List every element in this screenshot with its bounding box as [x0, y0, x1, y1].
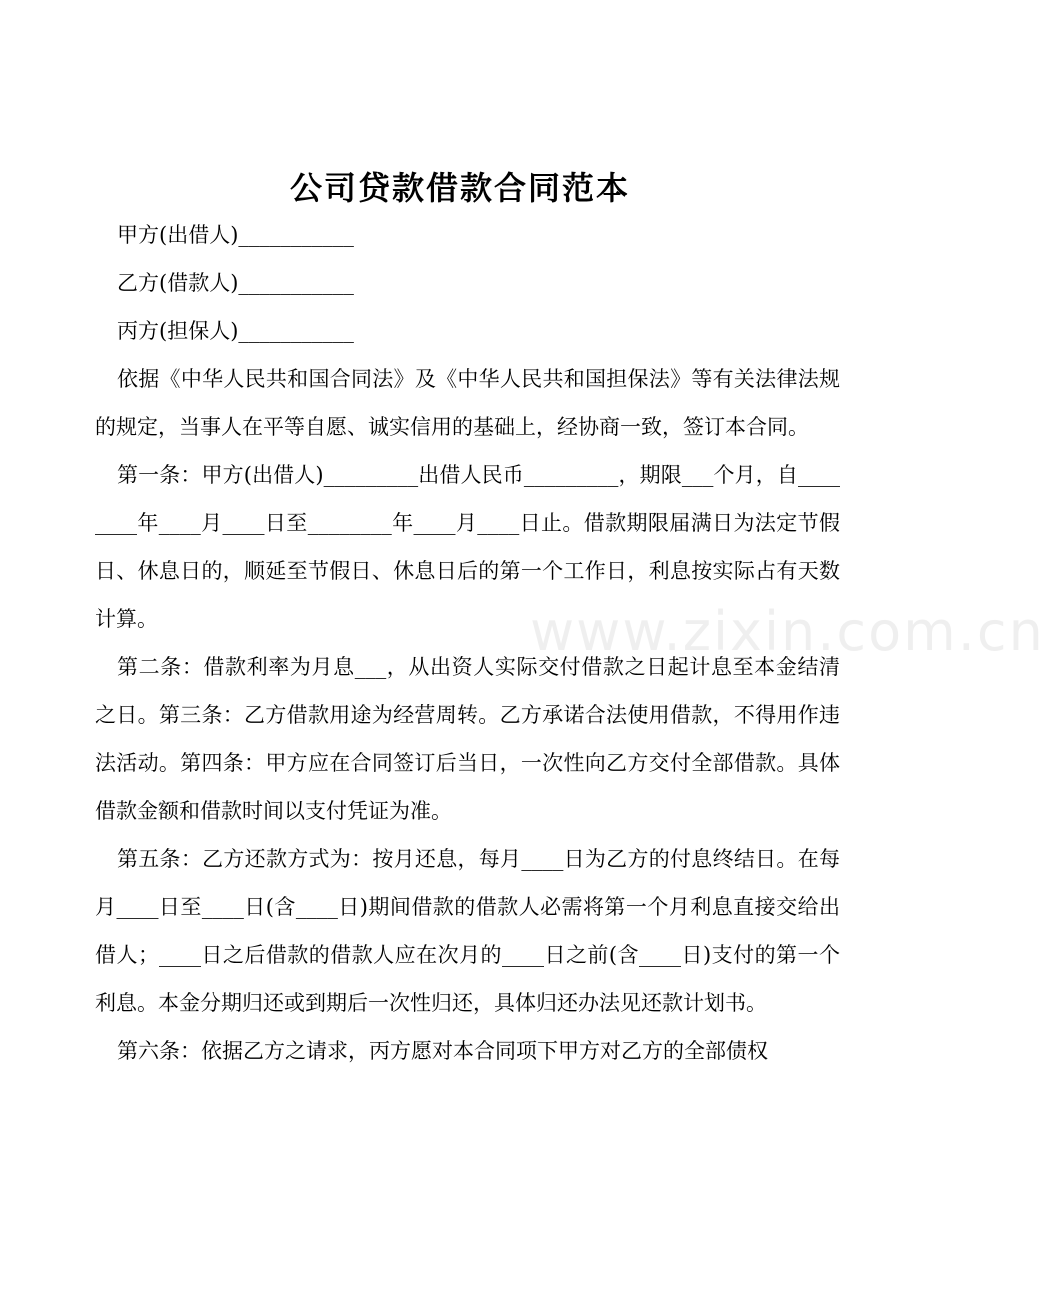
party-b-line: 乙方(借款人)___________: [117, 271, 354, 295]
watermark: www.zixin.com.cn: [530, 600, 1045, 663]
party-c-line: 丙方(担保人)___________: [117, 319, 354, 343]
article-2-4-paragraph: 第二条：借款利率为月息___，从出资人实际交付借款之日起计息至本金结清之日。第三条：乙方借款用途为经营周转。乙方承诺合法使用借款，不得用作违法活动。第四条：甲方应在合同签订后当日，一次性向乙方交付全部借款。具体借款金额和借款时间以支付凭证为准。: [95, 655, 840, 823]
article-5-paragraph: 第五条：乙方还款方式为：按月还息，每月____日为乙方的付息终结日。在每月____日至____日(含____日)期间借款的借款人必需将第一个月利息直接交给出借人；____日之后借款的借款人应在次月的____日之前(含____日)支付的第一个利息。本金分期归还或到期后一次性归还，具体归还办法见还款计划书。: [95, 847, 840, 1015]
document-title: 公司贷款借款合同范本: [289, 169, 630, 207]
party-a-line: 甲方(出借人)___________: [117, 223, 354, 247]
article-6-paragraph: 第六条：依据乙方之请求，丙方愿对本合同项下甲方对乙方的全部债权: [117, 1039, 768, 1063]
preamble-paragraph: 依据《中华人民共和国合同法》及《中华人民共和国担保法》等有关法律法规的规定，当事人在平等自愿、诚实信用的基础上，经协商一致，签订本合同。: [95, 367, 840, 439]
document-body: [95, 211, 840, 1075]
article-1-paragraph: 第一条：甲方(出借人)_________出借人民币_________，期限___个月，自________年____月____日至________年____月____日止。借款期限届满日为法定节假日、休息日的，顺延至节假日、休息日后的第一个工作日，利息按实际占有天数计算。: [95, 463, 840, 631]
